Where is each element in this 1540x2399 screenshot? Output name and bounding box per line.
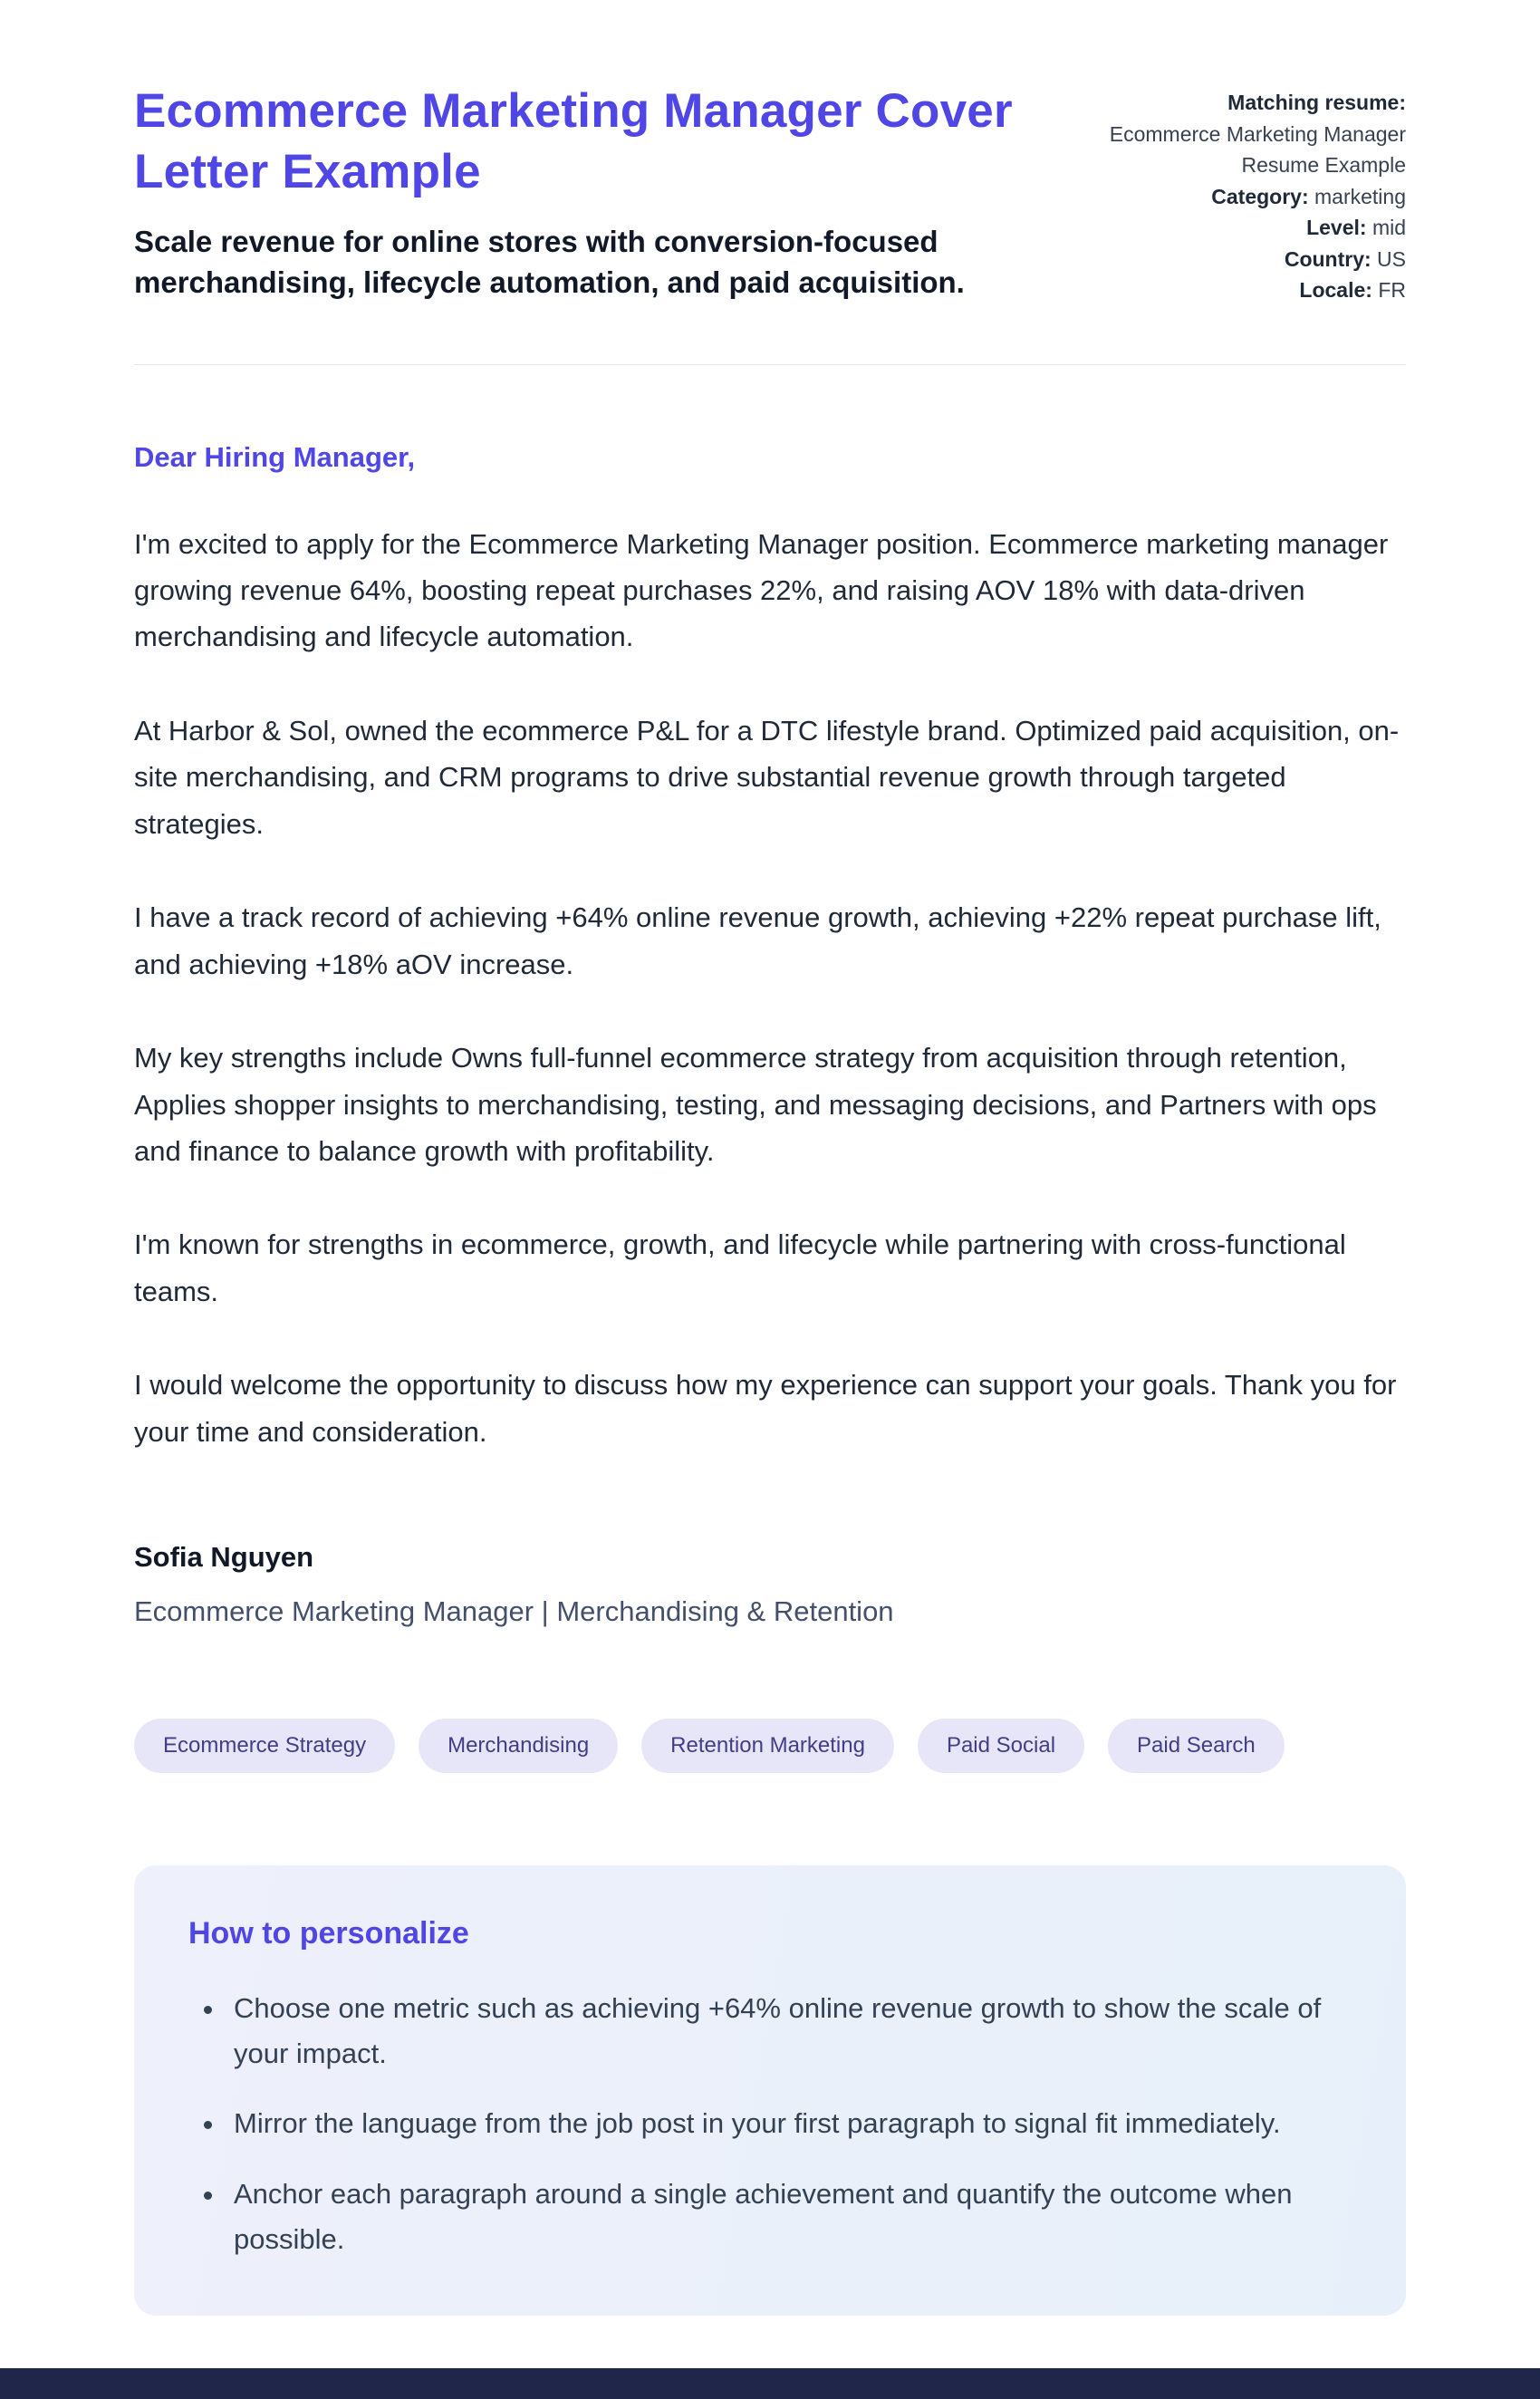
footer-bar (0, 2368, 1540, 2399)
meta-field-label: Locale: (1299, 278, 1372, 302)
header (134, 82, 1406, 306)
meta-field-value: marketing (1314, 184, 1406, 208)
personalize-tip: • Mirror the language from the job post in your first paragraph to signal fit immediately. (226, 2101, 1352, 2146)
meta-field-value: FR (1378, 278, 1406, 302)
tag-pill-paid-search[interactable]: Paid Search (1108, 1719, 1285, 1773)
signature-name: Sofia Nguyen (134, 1541, 314, 1574)
page-subtitle: Scale revenue for online stores with conversion-focused merchandising, lifecycle automation, and paid acquisition. (134, 224, 965, 300)
meta-field-label: Category: (1211, 184, 1309, 208)
personalize-tip: • Anchor each paragraph around a single achievement and quantify the outcome when possible. (226, 2172, 1352, 2261)
personalize-tip-list (188, 1986, 1352, 2261)
footer-spacer (134, 2316, 1406, 2366)
letter-paragraph: I would welcome the opportunity to discuss how my experience can support your goals. Thank you for your time and consideration. (134, 1369, 1397, 1448)
letter-paragraph: I have a track record of achieving +64% online revenue growth, achieving +22% repeat purchase lift, and achieving +18% aOV increase. (134, 901, 1381, 980)
tag-pill-paid-social[interactable]: Paid Social (918, 1719, 1084, 1773)
matching-resume-link[interactable]: Ecommerce Marketing Manager Resume Example (1109, 121, 1406, 177)
meta-field-country (1093, 244, 1406, 275)
meta-field-label: Country: (1284, 246, 1372, 271)
meta-field-locale (1093, 275, 1406, 306)
letter-paragraph: I'm excited to apply for the Ecommerce Marketing Manager position. Ecommerce marketing manager growing revenue 64%, boosting repeat purchases 22%, and raising AOV 18% with data-driven merchandising and lifecycle automation. (134, 527, 1389, 653)
meta-field-value: mid (1372, 216, 1406, 239)
tag-pill-ecommerce-strategy[interactable]: Ecommerce Strategy (134, 1719, 395, 1773)
header-divider (134, 364, 1406, 365)
cover-letter-body (134, 441, 1406, 1629)
signature-role: Ecommerce Marketing Manager | Merchandising & Retention (134, 1595, 894, 1628)
meta-panel (1093, 82, 1406, 306)
page (134, 0, 1406, 2366)
tag-list (134, 1719, 1406, 1773)
salutation: Dear Hiring Manager, (134, 440, 416, 473)
meta-field-category (1093, 181, 1406, 213)
personalize-card (134, 1865, 1406, 2316)
meta-field-label: Level: (1306, 216, 1367, 239)
letter-paragraph: I'm known for strengths in ecommerce, growth, and lifecycle while partnering with cross-functional teams. (134, 1228, 1346, 1307)
tag-pill-retention-marketing[interactable]: Retention Marketing (641, 1719, 894, 1773)
matching-resume-label: Matching resume: (1227, 91, 1406, 114)
meta-field-value: US (1377, 246, 1406, 271)
page-title: Ecommerce Marketing Manager Cover Letter Example (134, 84, 1013, 198)
letter-paragraph: At Harbor & Sol, owned the ecommerce P&L for a DTC lifestyle brand. Optimized paid acquisition, on-site merchandising, and CRM programs to drive substantial revenue growth through targeted strategies. (134, 714, 1400, 840)
letter-paragraph: My key strengths include Owns full-funnel ecommerce strategy from acquisition through retention, Applies shopper insights to merchandising, testing, and messaging decisions, and Partners with ops and finance to balance growth with profitability. (134, 1042, 1377, 1168)
tag-pill-merchandising[interactable]: Merchandising (419, 1719, 618, 1773)
personalize-tip: • Choose one metric such as achieving +64% online revenue growth to show the scale of your impact. (226, 1986, 1352, 2076)
header-title-block (134, 82, 1049, 303)
meta-field-level (1093, 212, 1406, 244)
personalize-title: How to personalize (188, 1916, 469, 1951)
